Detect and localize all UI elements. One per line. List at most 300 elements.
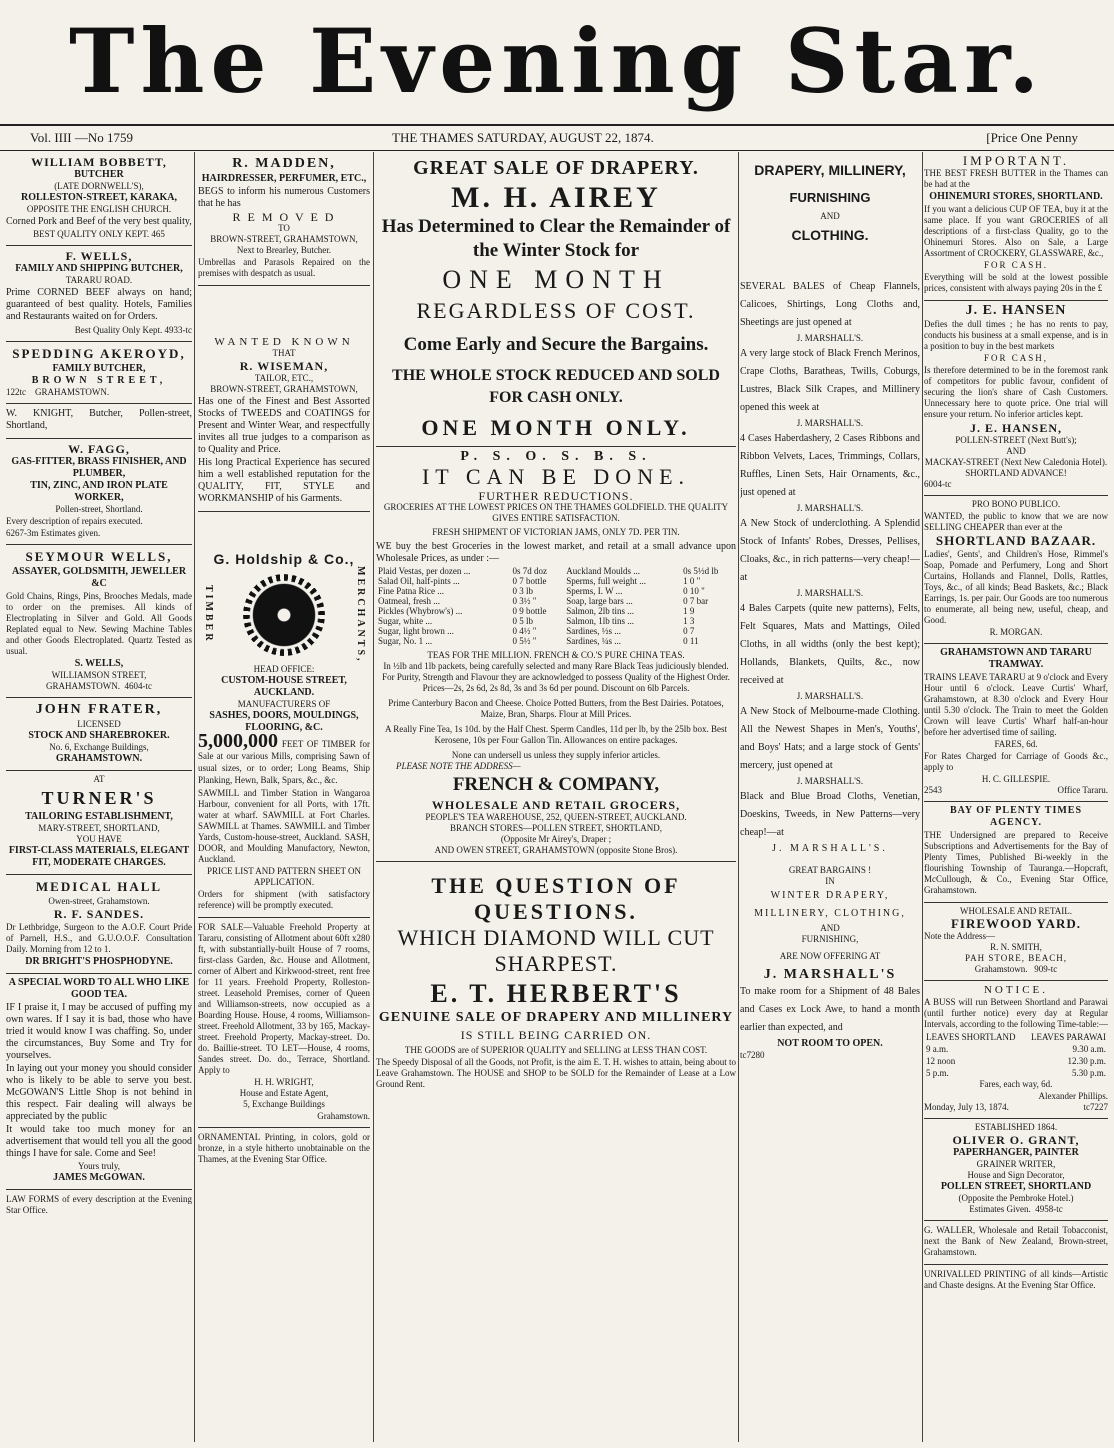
ad-body: To make room for a Shipment of 48 Bales and Cases ex Lock Awe, to hand a month earlier than expected, and <box>740 986 920 1033</box>
ad-signature: H. H. WRIGHT, <box>254 1076 314 1087</box>
ad-heading: TURNER'S <box>41 788 157 808</box>
ad-heading: DRAPERY, MILLINERY, <box>754 162 906 178</box>
ad-text: AND <box>820 923 840 933</box>
ad-body: If you want a delicious CUP OF TEA, buy it at the same place. If you want GROCERIES of all descriptions of a first-class Quality, go to the Ohinemuri Stores. Also on Sale, a Large Assortment of CROCKERY, GLASSWARE, &c., <box>924 204 1108 258</box>
ad-text: SHORTLAND ADVANCE! <box>965 468 1067 478</box>
ad-text: Come Early and Secure the Bargains. <box>403 334 709 355</box>
price-row <box>376 566 736 576</box>
ad-footer: Best Quality Only Kept. 4933-tc <box>74 325 192 335</box>
ad-address: PEOPLE'S TEA WAREHOUSE, 252, QUEEN-STREET, AUCKLAND. <box>425 812 687 822</box>
ad-medical-hall <box>6 875 192 974</box>
ad-address: CUSTOM-HOUSE STREET, AUCKLAND. <box>221 674 347 698</box>
ad-body: THE Undersigned are prepared to Receive Subscriptions and Advertisements for the Bay of Plenty Times, Published Bi-weekly in the flourishing Township of Tauranga.—Hopcraft, McCullough, & Co., Evening Star Office, Grahamstown. <box>924 830 1108 895</box>
ad-subheading: J. E. HANSEN, <box>969 421 1062 435</box>
price-cell: 0 7 bar <box>683 596 709 606</box>
ad-heading: MEDICAL HALL <box>35 879 163 894</box>
ad-body: Orders for shipment (with satisfactory reference) will be promptly executed. <box>198 888 370 910</box>
ad-wells-butcher <box>6 246 192 342</box>
ad-body: A Really Fine Tea, 1s 10d. by the Half Chest. Sperm Candles, 11d per lb, by the 25lb box. Best Kerosene, 10s per Four Gallon Tin. Allowances on entire packages. <box>384 724 728 745</box>
ad-text: AND <box>1006 446 1026 456</box>
ad-body: A very large stock of Black French Merinos, Crape Cloths, Baratheas, Twills, Coburgs, Lustres, Black Silk Crapes, and Millinery opened this week at <box>740 348 920 413</box>
price-row <box>376 576 736 586</box>
ad-body: Prime Canterbury Bacon and Cheese. Choice Potted Butters, from the Best Dairies. Potatoes, Maize, Bran, Sharps. Flour at Mill Prices. <box>388 698 724 719</box>
column-5 <box>924 152 1108 1442</box>
ad-signature: JAMES McGOWAN. <box>53 1172 145 1183</box>
ad-text: Has Determined to Clear the Remainder of the Winter Stock for <box>381 216 731 261</box>
price-cell: 0 3 lb <box>512 586 533 596</box>
timetable-row <box>924 1055 1108 1067</box>
ad-code: 4958-tc <box>1035 1204 1063 1214</box>
price-cell: 0 11 <box>683 636 699 646</box>
ad-subheading: ASSAYER, GOLDSMITH, JEWELLER &C <box>11 566 187 589</box>
ad-signature: J. MARSHALL'S. <box>796 333 864 343</box>
ad-address: BROWN-STREET, GRAHAMSTOWN, <box>210 384 358 394</box>
ad-mcgowan-tea <box>6 974 192 1190</box>
ad-subheading: WHOLESALE AND RETAIL GROCERS, <box>431 798 681 812</box>
column-rule <box>922 152 923 1442</box>
ad-herbert <box>376 862 736 1096</box>
ad-text: WHOLESALE AND RETAIL. <box>959 906 1072 916</box>
ad-signature: H. C. GILLESPIE. <box>981 774 1051 784</box>
ad-waller <box>924 1221 1108 1265</box>
price-cell: 0 7 <box>683 626 695 636</box>
ad-ornamental <box>198 1128 370 1171</box>
ad-heading: NOTICE. <box>983 984 1049 996</box>
ad-body: FEET OF TIMBER for Sale at our various Mills, comprising Sawn of usual sizes, or to order; Long Beams, Ship Planking, Hewn, Balk, Spars, &c., &c. <box>198 738 370 785</box>
ad-body: FOR SALE—Valuable Freehold Property at Tararu, consisting of Allotment about 60ft x280 ft, with substantially-built House of 7 rooms, first-class Garden, &c. House and Allotment, corner of Albert and Kirkwood-street, rent free for 11 years. Freehold Property, Rolleston-street. Leasehold Premises, corner of Queen and Williamson-streets, now occupied as a Boarding House. House, 4 rooms, Williamson-street. Freehold Allotment, 33 by 165, Mackay-street. Freehold Property, Mackay-street. Do. do. Baillie-street. TO LET—House, 4 rooms, Sandes street. Do. do., Terrace, Shortland. Apply to <box>198 921 370 1075</box>
timetable-cell: 5.30 p.m. <box>1071 1068 1106 1078</box>
ad-subheading: PAPERHANGER, PAINTER <box>953 1147 1079 1158</box>
price-cell: Sugar, No. 1 ... <box>378 636 433 646</box>
ad-law-forms <box>6 1190 192 1222</box>
ad-body: A New Stock of Melbourne-made Clothing. All the Newest Shapes in Men's, Youths', and Boys' Hats; and a large stock of Gents' mercery, just opened at <box>740 706 920 771</box>
ad-signature: Alexander Phillips. <box>1038 1091 1108 1101</box>
ad-subheading: WINTER DRAPERY, MILLINERY, CLOTHING, <box>754 890 906 919</box>
ad-body: For Rates Charged for Carriage of Goods &c., apply to <box>924 751 1108 772</box>
ad-address: BRANCH STORES—POLLEN STREET, SHORTLAND, <box>450 823 662 833</box>
ad-heading: P. S. O. S. B. S. <box>460 449 652 464</box>
ad-address: ROLLESTON-STREET, KARAKA, <box>20 192 178 203</box>
price-cell: Salad Oil, half-pints ... <box>378 576 460 586</box>
ad-text: LICENSED <box>77 719 121 729</box>
ad-heading: M. H. AIREY <box>451 181 661 214</box>
ad-address: BROWN-STREET, GRAHAMSTOWN, <box>210 234 358 244</box>
ad-address: POLLEN-STREET (Next Butt's); <box>955 435 1077 445</box>
price-cell: 1 3 <box>683 616 695 626</box>
ad-text: THAT <box>272 348 296 358</box>
price-cell: Sugar, light brown ... <box>378 626 454 636</box>
ad-heading: FIREWOOD YARD. <box>950 916 1082 931</box>
ad-address: WILLIAMSON STREET, <box>51 670 147 680</box>
ad-subheading: FURNISHING, <box>801 934 859 944</box>
timetable-row <box>924 1043 1108 1055</box>
ad-signature: Grahamstown. <box>317 1110 370 1121</box>
ad-date: Monday, July 13, 1874. <box>924 1102 1009 1112</box>
ad-subheading: TEAS FOR THE MILLION. FRENCH & CO.'S PURE CHINA TEAS. <box>427 650 685 660</box>
ad-subheading: GENUINE SALE OF DRAPERY AND MILLINERY <box>378 1010 734 1025</box>
ad-body: Everything will be sold at the lowest possible prices, consistent with always paying 20s in the £ <box>924 272 1108 293</box>
price-cell: 0 9 bottle <box>512 606 547 616</box>
ad-address: POLLEN STREET, SHORTLAND <box>940 1181 1092 1192</box>
price-cell: Sperms, I. W ... <box>566 586 623 596</box>
ad-ohinemuri <box>924 152 1108 301</box>
newspaper-title: The Evening Star. <box>69 9 1045 113</box>
ad-place: Grahamstown. <box>974 964 1028 974</box>
ad-body: Defies the dull times ; he has no rents to pay, conducts his business at a small expense, and is in a position to buy in the best markets <box>924 319 1108 351</box>
ad-address: AND OWEN STREET, GRAHAMSTOWN (opposite Stone Bros). <box>434 845 678 855</box>
ad-subheading: STOCK AND SHAREBROKER. <box>28 730 170 741</box>
ad-signature: J. MARSHALL'S. <box>796 588 864 598</box>
ad-body: The Speedy Disposal of all the Goods, not Profit, is the aim E. T. H. wishes to attain, being about to Leave Grahamstown. The HOUSE and SHOP to be SOLD for the Remainder of Lease at a Low Ground Rent. <box>376 1057 736 1089</box>
ad-heading: ONE MONTH <box>442 265 670 294</box>
ad-heading: SEYMOUR WELLS, <box>25 549 173 564</box>
ad-body: ORNAMENTAL Printing, in colors, gold or bronze, in a style hitherto unobtainable on the Thames, at the Evening Star Office. <box>198 1131 370 1164</box>
ad-body: BEGS to inform his numerous Customers that he has <box>198 186 370 209</box>
ad-body: WANTED, the public to know that we are now SELLING CHEAPER than ever at the <box>924 511 1108 532</box>
ad-heading: FRENCH & COMPANY, <box>452 774 660 795</box>
price-row <box>376 596 736 606</box>
ad-text: FOR CASH, <box>983 353 1048 363</box>
ad-code: tc7280 <box>740 1050 765 1060</box>
ad-fagg <box>6 439 192 545</box>
ad-text: ESTABLISHED 1864. <box>974 1122 1058 1132</box>
ad-address: Pollen-street, Shortland. <box>55 504 143 514</box>
price-row <box>376 586 736 596</box>
saw-blade-icon <box>249 580 319 650</box>
ad-body: It would take too much money for an advertisement that would tell you all the good things I have for sale. Come and See! <box>6 1124 192 1159</box>
ad-holdship <box>198 512 370 918</box>
timetable-row <box>924 1067 1108 1079</box>
ad-heading: G. Holdship & Co., <box>213 551 355 567</box>
ad-marshall <box>740 152 920 1066</box>
ad-heading: ONE MONTH ONLY. <box>421 415 691 440</box>
ad-body: Dr Lethbridge, Surgeon to the A.O.F. Court Pride of Parnell, H.S., and G.U.O.O.F. Consultation Daily. Morning from 12 to 1. <box>6 922 192 954</box>
ad-text: TO <box>278 223 290 233</box>
ad-heading: J. MARSHALL'S <box>763 967 897 982</box>
timetable-cell: 5 p.m. <box>926 1068 949 1078</box>
ad-signature: J. MARSHALL'S. <box>772 843 888 854</box>
column-rule <box>194 152 195 1442</box>
ad-body: Is therefore determined to be in the foremost rank of competitors for public favour, confident of securing the lion's share of Cash Customers. Unnecessary here to quote price. One trial will ensure your return. No inferior articles kept. <box>924 365 1108 419</box>
ad-address: PAH STORE, BEACH, <box>964 953 1068 963</box>
ad-address: MARY-STREET, SHORTLAND, <box>38 823 160 833</box>
ad-subheading: SASHES, DOORS, MOULDINGS, FLOORING, &C. <box>209 709 359 733</box>
ad-text: HEAD OFFICE: <box>253 663 315 674</box>
ad-for-sale <box>198 918 370 1128</box>
price-cell: 0s 5½d lb <box>683 566 719 576</box>
ad-body: Gold Chains, Rings, Pins, Brooches Medals, made to order on the premises. All kinds of Electroplating in Silver and Gold. All Goods Replated equal to New. Sewing Machine Tables and other Goods Electroplated. Quartz Tested as usual. <box>6 591 192 656</box>
ad-body: Ladies', Gents', and Children's Hose, Rimmel's Soap, Pomade and Perfumery, Long and Short Curtains, Hollands and Flannel, Dolls, Rattles, Toys, &c., of all kinds; Bead Baskets, &c.; Black Earrings, 1s. per pair. Our Goods are too numerous to enumerate, all being new, useful, cheap, and Good. <box>924 549 1108 625</box>
ad-address: (Opposite Mr Airey's, Draper ; <box>500 834 612 844</box>
ad-body: Corned Pork and Beef of the very best quality, <box>6 216 192 227</box>
ad-turner <box>6 771 192 875</box>
price-row <box>376 636 736 646</box>
ad-heading: GREAT SALE OF DRAPERY. <box>413 157 699 179</box>
ad-text: AT <box>93 774 105 784</box>
price-cell: Pickles (Whybrow's) ... <box>378 606 463 616</box>
ad-body: G. WALLER, Wholesale and Retail Tobacconist, next the Bank of New Zealand, Brown-street, Grahamstown. <box>924 1225 1108 1257</box>
ad-french-company <box>376 447 736 862</box>
ad-place: Office Tararu. <box>1057 785 1108 795</box>
ad-spedding <box>6 342 192 404</box>
ad-heading: R E M O V E D <box>232 210 336 224</box>
ad-address: No. 6, Exchange Buildings, <box>49 742 149 752</box>
ad-heading: OLIVER O. GRANT, <box>952 1133 1080 1147</box>
ad-subheading: FAMILY AND SHIPPING BUTCHER, <box>15 263 183 274</box>
price-cell: Fine Patna Rice ... <box>378 586 444 596</box>
ad-place: GRAHAMSTOWN. <box>45 681 121 691</box>
ad-heading: PRO BONO PUBLICO. <box>971 499 1061 509</box>
price-cell: Plaid Vestas, per dozen ... <box>378 566 471 576</box>
ad-body: IF I praise it, I may be accused of puffing my own wares. If I say it is bad, those who have tried it would know I was chaffing. So, under the circumstances, Buy Some and Try for yourselves. <box>6 1002 192 1061</box>
ad-body: WE buy the best Groceries in the lowest market, and retail at a small advance upon Wholesale Prices, as under :— <box>376 541 736 564</box>
ad-text: Next to Brearley, Butcher. <box>236 245 332 255</box>
ad-body: A New Stock of underclothing. A Splendid Stock of Infants' Robes, Dresses, Pellises, Cloaks, &c., in rich patterns—very cheap!—at <box>740 518 920 583</box>
ad-heading: W. FAGG, <box>68 442 130 456</box>
ad-heading: BAY OF PLENTY TIMES AGENCY. <box>949 805 1083 828</box>
ad-text: GRAINER WRITER, <box>976 1159 1056 1169</box>
price-row <box>376 606 736 616</box>
ad-bop-times <box>924 802 1108 903</box>
ad-knight <box>6 404 192 439</box>
column-rule <box>373 152 374 1442</box>
ad-text: Fares, each way, 6d. <box>979 1079 1053 1089</box>
ad-address: TARARU ROAD. <box>65 275 133 285</box>
ad-body: In laying out your money you should consider who is likely to be able to serve you best. McGOWAN'S Little Shop is not behind in this respect. Fair dealing will always be appreciated by the public <box>6 1063 192 1122</box>
ad-text: FOR CASH. <box>983 260 1048 270</box>
issue-date: THE THAMES SATURDAY, AUGUST 22, 1874. <box>392 130 654 145</box>
ad-heading: FURNISHING <box>789 190 871 205</box>
ad-body: Every description of repairs executed. <box>6 516 143 526</box>
ad-text: TAILOR, ETC., <box>254 373 314 383</box>
ad-place: GRAHAMSTOWN. <box>55 753 143 764</box>
price-cell: 0 4½ " <box>512 626 537 636</box>
ad-signature: R. N. SMITH, <box>990 942 1042 952</box>
timetable-cell: 9 a.m. <box>926 1044 949 1054</box>
ad-body: TRAINS LEAVE TARARU at 9 o'clock and Every Hour until 6 o'clock. Leave Curtis' Wharf, Grahamstown, at 8.30 o'clock and Every Hour until 5.30 o'clock. The Train to meet the Golden Crown will leave Curtis' Wharf half-an-hour before her advertised time of sailing. <box>924 672 1108 737</box>
ad-heading: JOHN FRATER, <box>35 702 163 717</box>
price-cell: 1 0 " <box>683 576 701 586</box>
ad-subheading: OHINEMURI STORES, SHORTLAND. <box>929 191 1103 202</box>
ad-body: THE BEST FRESH BUTTER in the Thames can be had at the <box>924 168 1108 189</box>
ad-text: AND <box>820 211 840 221</box>
price: [Price One Penny <box>986 130 1078 145</box>
ad-signature: House and Estate Agent, <box>239 1087 329 1098</box>
ad-footer: NOT ROOM TO OPEN. <box>777 1038 883 1049</box>
ad-subheading: BUTCHER <box>74 169 124 180</box>
ad-code: 909-tc <box>1034 964 1058 974</box>
ad-heading: E. T. HERBERT'S <box>430 979 682 1008</box>
ad-heading: WHICH DIAMOND WILL CUT SHARPEST. <box>397 925 715 976</box>
column-4 <box>740 152 920 1442</box>
dateline <box>0 124 1114 151</box>
ad-place: GRAHAMSTOWN. <box>35 387 110 397</box>
ad-code: 122tc <box>6 387 26 397</box>
ad-body: LAW FORMS of every description at the Evening Star Office. <box>6 1194 192 1215</box>
ad-wiseman <box>198 286 370 512</box>
ad-text: THE WHOLE STOCK REDUCED AND SOLD FOR CASH ONLY. <box>392 367 720 406</box>
ad-tramway <box>924 644 1108 802</box>
price-cell: Auckland Moulds ... <box>566 566 640 576</box>
ad-body: In ½lb and 1lb packets, being carefully selected and many Rare Black Teas judiciously blended. For Purity, Strength and Flavour they are acknowledged to possess Quality of the Highest Order. Prices—2s, 2s 6d, 2s 8d, 3s and 3s 6d per pound. Discount on 6lb Parcels. <box>382 661 730 693</box>
column-1 <box>6 152 192 1442</box>
timetable-cell: 9.30 a.m. <box>1072 1044 1106 1054</box>
ad-heading: WANTED KNOWN <box>214 336 354 348</box>
ad-heading: CLOTHING. <box>791 227 869 243</box>
ad-text: Note the Address— <box>924 931 995 941</box>
timetable-header: LEAVES PARAWAI <box>1030 1032 1106 1042</box>
ad-subheading: GREAT BARGAINS ! <box>788 865 872 875</box>
column-rule <box>738 152 739 1442</box>
price-cell: 0 5½ " <box>512 636 537 646</box>
ad-footer: BEST QUALITY ONLY KEPT. 465 <box>33 229 165 239</box>
ad-body: SEVERAL BALES of Cheap Flannels, Calicoes, Shirtings, Long Cloths and, Sheetings are just opened at <box>740 281 920 328</box>
ad-subheading: HAIRDRESSER, PERFUMER, ETC., <box>201 173 367 184</box>
ad-text: GROCERIES AT THE LOWEST PRICES ON THE THAMES GOLDFIELD. THE QUALITY GIVES ENTIRE SATISFACTION. <box>383 502 729 523</box>
ad-seymour-wells <box>6 545 192 698</box>
timetable-header: LEAVES SHORTLAND <box>926 1032 1016 1042</box>
ad-text: FRESH SHIPMENT OF VICTORIAN JAMS, ONLY 7D. PER TIN. <box>432 527 680 537</box>
ad-heading: SPEDDING AKEROYD, <box>12 346 186 361</box>
ad-body: W. KNIGHT, Butcher, Pollen-street, Shortland, <box>6 408 192 431</box>
ad-text: YOU HAVE <box>76 834 122 844</box>
ad-body: A BUSS will run Between Shortland and Parawai (until further notice) every day at Regular Intervals, according to the following Time-table:— <box>924 997 1108 1029</box>
column-3 <box>376 152 736 1442</box>
price-table <box>376 566 736 646</box>
ad-airey <box>376 152 736 447</box>
ad-body: 4 Bales Carpets (quite new patterns), Felts, Felt Squares, Mats and Mattings, Oiled Cloths, in all widths (only the best kept); Hollands, Blankets, Quilts, &c., now received at <box>740 603 920 686</box>
price-cell: Sardines, ½s ... <box>566 626 621 636</box>
price-cell: 0s 7d doz <box>512 566 547 576</box>
ad-heading: THE QUESTION OF QUESTIONS. <box>431 873 681 924</box>
price-row <box>376 616 736 626</box>
ad-subheading: GAS-FITTER, BRASS FINISHER, AND PLUMBER, <box>11 456 187 479</box>
ad-text: PRICE LIST AND PATTERN SHEET ON APPLICATION. <box>206 865 362 887</box>
ad-text: ARE NOW OFFERING AT <box>779 951 881 961</box>
ad-code: 4604-tc <box>124 681 153 691</box>
ad-bobbett <box>6 152 192 246</box>
price-cell: Soap, large bars ... <box>566 596 633 606</box>
ad-body: SAWMILL and Timber Station in Wangaroa Harbour, convenient for all Ports, with 17ft. water at wharf. SAWMILL at Fort Charles. SAWMILL at Thames. SAWMILL and Timber Yards, Custom-house-street, Auckland. SASH, DOOR, and Moulding Manufactory, Newton, Auckland. <box>198 787 370 864</box>
ad-heading: IT CAN BE DONE. <box>421 464 691 489</box>
ad-text: None can undersell us unless they supply inferior articles. <box>451 750 661 760</box>
price-cell: Sugar, white ... <box>378 616 433 626</box>
ad-body: UNRIVALLED PRINTING of all kinds—Artistic and Chaste designs. At the Evening Star Office. <box>924 1269 1108 1290</box>
ad-unrivalled-printing <box>924 1265 1108 1297</box>
ad-subheading: TAILORING ESTABLISHMENT, <box>25 811 173 822</box>
price-cell: 0 7 bottle <box>512 576 547 586</box>
ad-text: IN <box>825 876 835 886</box>
ad-signature: J. MARSHALL'S. <box>796 503 864 513</box>
column-2 <box>198 152 370 1442</box>
price-cell: 0 3½ " <box>512 596 537 606</box>
ad-signature: 5, Exchange Buildings <box>243 1098 325 1109</box>
ad-text: THE GOODS are of SUPERIOR QUALITY and SELLING at LESS THAN COST. <box>404 1045 708 1055</box>
ad-subheading: FAMILY BUTCHER, <box>52 363 146 374</box>
ad-text: PLEASE NOTE THE ADDRESS— <box>396 761 521 771</box>
ad-heading: WILLIAM BOBBETT, <box>31 155 167 169</box>
ad-hansen <box>924 301 1108 496</box>
volume-number: Vol. IIII —No 1759 <box>30 130 134 145</box>
ad-text: IS STILL BEING CARRIED ON. <box>460 1028 652 1042</box>
price-cell: Salmon, 1lb tins ... <box>566 616 634 626</box>
ad-heading: SHORTLAND BAZAAR. <box>935 533 1097 548</box>
timetable-cell: 12.30 p.m. <box>1067 1056 1106 1066</box>
ad-body: 4 Cases Haberdashery, 2 Cases Ribbons and Ribbon Velvets, Laces, Trimmings, Collars, Ruffles, Linen Sets, Hair Ornaments, &c., just opened at <box>740 433 920 498</box>
ad-signature: J. MARSHALL'S. <box>796 776 864 786</box>
ad-signature: J. MARSHALL'S. <box>796 418 864 428</box>
ad-address: MACKAY-STREET (Next New Caledonia Hotel). <box>924 457 1108 467</box>
bus-timetable <box>924 1031 1108 1079</box>
ad-text: House and Sign Decorator, <box>967 1170 1065 1180</box>
ad-heading: REGARDLESS OF COST. <box>416 298 696 323</box>
ad-side-label: MERCHANTS, <box>355 566 366 664</box>
ad-heading: R. MADDEN, <box>232 156 336 171</box>
ad-subheading: R. WISEMAN, <box>239 359 329 373</box>
ad-subheading: FURTHER REDUCTIONS. <box>478 489 634 503</box>
ad-code: 6267-3m Estimates given. <box>6 528 101 538</box>
ad-footer: FIRST-CLASS MATERIALS, ELEGANT FIT, MODERATE CHARGES. <box>8 845 190 868</box>
ad-grant <box>924 1119 1108 1221</box>
price-cell: 0 10 " <box>683 586 705 596</box>
ad-code: 2543 <box>924 785 942 795</box>
ad-text: (Opposite the Pembroke Hotel.) <box>958 1193 1074 1203</box>
ad-heading: F. WELLS, <box>65 249 133 263</box>
ad-body: Black and Blue Broad Cloths, Venetian, Doeskins, Tweeds, in New Patterns—very cheap!—at <box>740 791 920 838</box>
ad-code: tc7227 <box>1083 1102 1108 1112</box>
ad-side-label: TIMBER <box>203 585 214 645</box>
timetable-cell: 12 noon <box>926 1056 956 1066</box>
ad-body: Umbrellas and Parasols Repaired on the premises with despatch as usual. <box>198 257 370 278</box>
ad-madden <box>198 152 370 286</box>
ad-body: Prime CORNED BEEF always on hand; guaranteed of best quality. Hotels, Families and Restaurants waited on for Orders. <box>6 287 192 322</box>
ad-signature: R. MORGAN. <box>989 627 1043 637</box>
ad-big-number: 5,000,000 <box>198 729 278 752</box>
ad-heading: IMPORTANT. <box>962 153 1070 168</box>
price-cell: Sardines, ¼s ... <box>566 636 621 646</box>
ad-shortland-bazaar <box>924 496 1108 644</box>
ad-address: BROWN STREET, <box>31 375 167 386</box>
ad-text: MANUFACTURERS OF <box>237 698 331 709</box>
ad-text: FARES, 6d. <box>994 739 1038 749</box>
ad-buss-notice <box>924 981 1108 1119</box>
ad-footer: DR BRIGHT'S PHOSPHODYNE. <box>25 956 173 967</box>
ad-text: Estimates Given. <box>969 1204 1031 1214</box>
ad-text: OPPOSITE THE ENGLISH CHURCH. <box>26 204 172 214</box>
ad-firewood <box>924 903 1108 981</box>
ad-frater <box>6 698 192 771</box>
ad-subheading: R. F. SANDES. <box>53 907 145 921</box>
price-cell: Salmon, 2lb tins ... <box>566 606 634 616</box>
ad-heading: GRAHAMSTOWN AND TARARU TRAMWAY. <box>940 647 1092 670</box>
ad-signature: J. MARSHALL'S. <box>796 691 864 701</box>
ad-signature: S. WELLS, <box>74 658 124 669</box>
price-cell: 1 9 <box>683 606 695 616</box>
ad-address: Owen-street, Grahamstown. <box>48 896 150 906</box>
price-cell: Sperms, full weight ... <box>566 576 646 586</box>
ad-heading: J. E. HANSEN <box>965 303 1067 318</box>
ad-code: 6004-tc <box>924 479 952 489</box>
price-cell: 0 5 lb <box>512 616 533 626</box>
price-cell: Oatmeal, fresh ... <box>378 596 440 606</box>
ad-signature: Yours truly, <box>77 1161 120 1171</box>
ad-body: Has one of the Finest and Best Assorted Stocks of TWEEDS and COATINGS for Present and Winter Wear, and respectfully invites all true judges to a comparison as to Quality and Price. <box>198 396 370 455</box>
ad-subheading: TIN, ZINC, AND IRON PLATE WORKER, <box>30 480 168 503</box>
masthead <box>0 0 1114 122</box>
price-row <box>376 626 736 636</box>
ad-text: (LATE DORNWELL'S), <box>54 181 144 191</box>
ad-body: His long Practical Experience has secured him a well established reputation for the QUALITY, FIT, STYLE and WORKMANSHIP of his Garments. <box>198 457 370 504</box>
